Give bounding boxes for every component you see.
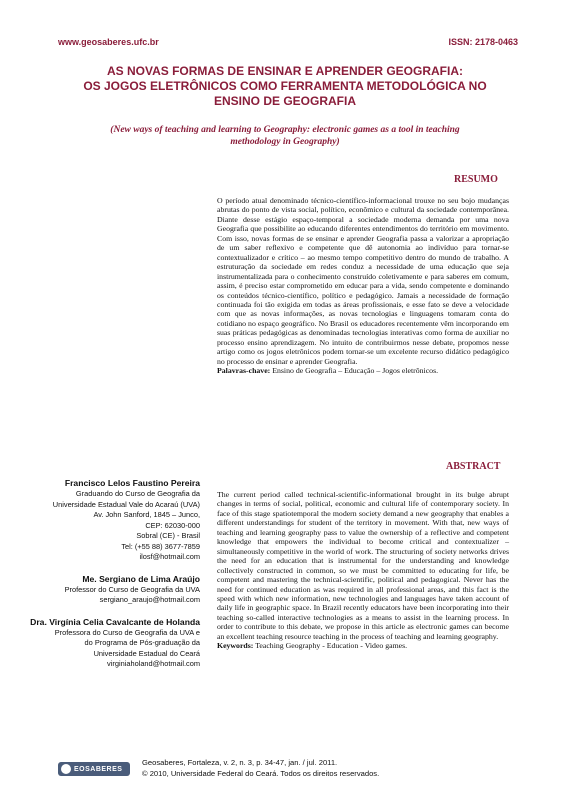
logo-text: EOSABERES [74, 765, 123, 773]
author-name: Dra. Virgínia Celia Cavalcante de Holanda [30, 616, 200, 627]
authors-column [20, 477, 200, 680]
author-affiliation: Graduando do Curso de Geografia da [75, 489, 200, 498]
journal-website-link[interactable]: www.geosaberes.ufc.br [58, 37, 159, 47]
keywords-label: Keywords: [217, 641, 254, 651]
article-title-english: (New ways of teaching and learning to Geography: electronic games as a tool in teaching methodology in Geography) [110, 125, 460, 147]
author-2 [20, 573, 200, 606]
author-city: Sobral (CE) - Brasil [136, 531, 200, 540]
author-postcode: CEP: 62030-000 [145, 520, 200, 530]
keywords-text: Teaching Geography - Education - Video games. [255, 641, 408, 651]
author-email[interactable]: sergiano_araujo@hotmail.com [99, 595, 200, 604]
author-name: Francisco Lelos Faustino Pereira [64, 478, 200, 488]
abstract-heading: ABSTRACT [446, 461, 501, 472]
author-1 [20, 477, 200, 563]
issn-label: ISSN: 2178-0463 [448, 37, 518, 47]
resumo-body [217, 196, 509, 376]
geosaberes-logo [58, 762, 130, 776]
copyright-line: © 2010, Universidade Federal do Ceará. Todos os direitos reservados. [142, 769, 380, 778]
title-line-1: AS NOVAS FORMAS DE ENSINAR E APRENDER GEOGRAFIA: [106, 64, 464, 78]
title-line-3: ENSINO DE GEOGRAFIA [213, 94, 356, 108]
author-3 [20, 616, 200, 670]
author-phone: Tel: (+55 88) 3677-7859 [121, 541, 200, 551]
author-affiliation: Universidade Estadual Vale do Acaraú (UVA) [52, 499, 200, 509]
author-affiliation: do Programa de Pós-graduação da [84, 638, 200, 647]
citation-line: Geosaberes, Fortaleza, v. 2, n. 3, p. 34-47, jan. / jul. 2011. [142, 758, 338, 767]
author-email[interactable]: virginiaholand@hotmail.com [107, 659, 200, 668]
article-title [50, 64, 520, 109]
resumo-heading: RESUMO [454, 174, 498, 185]
abstract-text: The current period called technical-scientific-informational brought in its bulge abrupt changes in terms of social, political, economic and cultural life of contemporary society. In face of this stage spatiotemporal the modern society demand a new geography that enables a different understandings for student of the territory in movement. With that, new ways of teaching and learning geography pass to value the ownership of a reflective and competent knowledge that empowers the individual to become critical and contextualizer – simultaneously competitive in the world of work. The structuring of society networks drives the need for an education that is instrumental for the understanding and knowledge collectively constructed in common, so we must be committed to educating for life, be competent and mastering the technical-scientific, political and pedagogical. Never has the need for continued education as was required in all professional areas, and this fact is the speed with which new information, new technologies and languages have taken account of daily life in geographic space. In Brazil recently educators have been incorporating into their teaching so-called interactive technologies as a means to assist in the learning process. In order to contribute to this debate, we propose in this article as electronic games can become an excellent teaching resource teaching in the process of teaching and learning geography. [217, 490, 509, 641]
author-affiliation: Professora do Curso de Geografia da UVA e [54, 627, 200, 637]
title-line-2: OS JOGOS ELETRÔNICOS COMO FERRAMENTA METODOLÓGICA NO [83, 79, 487, 93]
globe-icon [61, 764, 71, 774]
abstract-body [217, 490, 509, 651]
palavras-chave-text: Ensino de Geografia – Educação – Jogos eletrônicos. [272, 366, 439, 376]
author-affiliation: Universidade Estadual do Ceará [93, 648, 200, 658]
footer-citation [142, 757, 379, 779]
author-affiliation: Professor do Curso de Geografia da UVA [64, 584, 200, 594]
author-email[interactable]: ilosf@hotmail.com [139, 552, 200, 561]
palavras-chave-label: Palavras-chave: [217, 366, 271, 376]
author-name: Me. Sergiano de Lima Araújo [82, 573, 200, 584]
resumo-text: O período atual denominado técnico-científico-informacional trouxe no seu bojo mudanças abrutas do ponto de vista social, político, econômico e cultural da sociedade contemporânea. Diante desse estágio espaço-temporal a sociedade moderna demanda por uma nova Geografia que possibilite ao educando diferentes entendimentos do território em movimento. Com isso, novas formas de se ensinar e aprender Geografia passa a valorizar a apropriação de um saber reflexivo e competente que dê autonomia ao indivíduo para tornar-se contextualizador e crítico – ao mesmo tempo competitivo dentro do mundo de trabalho. A estruturação da sociedade em redes conduz a necessidade de uma educação que seja instrumentalizada para o conhecimento construído coletivamente e para saberes em comum, assim, é preciso estar comprometido em educar para a vida, sendo competente e dominando os conteúdos técnico-científico, político e pedagógico. Jamais a necessidade de formação continuada foi tão exigida em todas as áreas profissionais, e esse fato se deve a velocidade com que as novas informações, as novas tecnologias e linguagens tomaram conta do cotidiano no espaço geográfico. No Brasil os educadores recentemente vêm incorporando em suas práticas pedagógicas as denominadas tecnologias interativas como forma de auxiliar no processo ensino aprendizagem. No intuito de contribuirmos nesse debate, propomos nesse artigo como os jogos eletrônicos podem tornar-se um excelente recurso didático pedagógico no processo de ensinar e aprender Geografia. [217, 196, 509, 366]
author-address: Av. John Sanford, 1845 – Junco, [93, 510, 200, 519]
